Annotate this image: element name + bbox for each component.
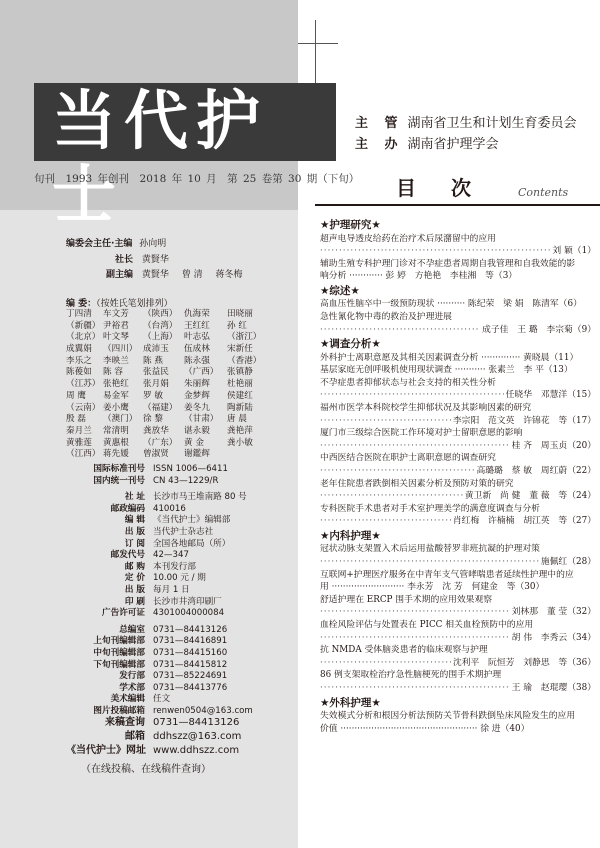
info-value: renwen0504@163.com	[153, 705, 253, 716]
toc-article-authors: 刘林那 董 莹（32）	[511, 607, 596, 618]
info-row	[66, 648, 296, 660]
board-member-name: 伍成林	[184, 344, 210, 355]
toc-article-title[interactable]: 价值 ················································· 徐 进（40）	[320, 723, 530, 734]
board-member-name: 朱丽辉	[184, 379, 210, 390]
board-member-name: 孙 红	[227, 320, 247, 331]
info-value: 0731—84413126	[153, 624, 228, 635]
info-label: 广告许可证	[102, 608, 145, 619]
contact-info	[66, 716, 296, 758]
board-member-name: 金梦辉	[184, 390, 210, 401]
toc-section-heading[interactable]: ★外科护理★	[320, 696, 381, 709]
registration-mark-horizontal	[298, 43, 338, 44]
dot-leader	[320, 324, 480, 337]
board-member-name: 龚小敏	[227, 437, 253, 448]
info-value: 全国各地邮局（所）	[153, 538, 231, 549]
board-member-name: 宋新任	[227, 344, 253, 355]
toc-article-authors: 黄卫新 尚 健 董 薇 等（24）	[464, 491, 596, 502]
board-member-name: 尹裕君	[103, 320, 129, 331]
board-member-name: 周 鹰	[66, 390, 86, 401]
info-value: 4301004000084	[153, 608, 225, 619]
toc-article-byline	[320, 556, 596, 569]
toc-article-title[interactable]: 舒适护理在 ERCP 围手术期的应用效果观察	[320, 594, 493, 605]
dot-leader	[320, 389, 504, 402]
toc-article-title[interactable]: 互联网+护理医疗服务在中青年支气管哮喘患者延续性护理中的应	[320, 569, 574, 580]
dot-leader	[320, 657, 451, 670]
issue-info: 旬刊 1993 年创刊 2018 年 10 月 第 25 卷第 30 期（下旬）	[34, 173, 360, 185]
board-member-name: 李映兰	[103, 355, 129, 366]
toc-article-authors: 桂 齐 周玉贞（20）	[511, 440, 596, 451]
board-member-name: （浙江）	[227, 332, 262, 343]
toc-article-title[interactable]: 厦门市三级综合医院工作环境对护士留职意愿的影响	[320, 428, 523, 439]
toc-article-authors: 任晓华 邓慧洋（15）	[505, 390, 596, 401]
toc-article-title[interactable]: 专科医院手术患者对手术室护理美学的满意度调查与分析	[320, 503, 540, 514]
info-label: 国际标准刊号	[93, 464, 145, 474]
contact-label: 来稿查询	[105, 717, 145, 728]
board-member-name: 常清明	[103, 425, 129, 436]
deputy-editor-name: 蒋冬梅	[215, 270, 243, 280]
contact-value: 0731—84413126	[153, 717, 240, 728]
toc-article-authors: 成子佳 王 璐 李宗菊（9）	[482, 324, 596, 335]
info-value: 0731—84416891	[153, 636, 228, 647]
info-label: 发行部	[119, 671, 145, 682]
board-member-name: 陶新陆	[227, 402, 253, 413]
info-label: 出 版	[124, 584, 145, 595]
toc-article-title[interactable]: 抗 NMDA 受体脑炎患者的临床观察与护理	[320, 645, 488, 656]
board-member-name: 龚放华	[143, 425, 169, 436]
info-row	[66, 464, 296, 476]
board-member-name: （福建）	[143, 402, 178, 413]
dot-leader	[320, 415, 451, 428]
info-value: 0731—84413776	[153, 682, 228, 693]
dot-leader	[320, 440, 510, 453]
info-label: 图片投稿邮箱	[93, 705, 145, 716]
toc-article-title[interactable]: 血栓风险评估与处置表在 PICC 相关血栓预防中的应用	[320, 620, 534, 631]
board-member-name: （台湾）	[143, 320, 178, 331]
board-member-name: 殷 磊	[66, 414, 86, 425]
info-label: 出 版	[124, 526, 145, 537]
board-member-name: （广西）	[184, 367, 219, 378]
board-member-name: （广东）	[143, 437, 178, 448]
toc-article-byline	[320, 515, 596, 528]
board-member-name: 杜艳丽	[227, 379, 253, 390]
toc-article-title[interactable]: 高血压性脑卒中一级预防现状 ·········· 陈纪荣 梁 娟 陈清军（6）	[320, 299, 582, 310]
chief-editor-row	[66, 236, 166, 249]
board-member-name: 李乐之	[66, 355, 92, 366]
board-member-name: 唐 晨	[227, 414, 247, 425]
toc-article-authors: 沈利平 阮恒芳 刘静思 等（36）	[452, 657, 596, 668]
deputy-editor-label: 副主编	[106, 270, 134, 280]
board-member-name: （上海）	[143, 332, 178, 343]
board-member-name: 易金军	[103, 390, 129, 401]
toc-article-byline	[320, 415, 596, 428]
journal-title: 当代护士	[52, 85, 268, 233]
info-value: 0731—85224691	[153, 671, 228, 682]
info-row	[66, 660, 296, 672]
info-label: 定 价	[124, 573, 145, 584]
deputy-editor-name: 黄賢华	[141, 270, 169, 280]
board-member-name: 徐 黎	[143, 414, 163, 425]
dot-leader	[320, 515, 451, 528]
board-member-name: 仇海荣	[184, 309, 210, 319]
board-member-name: 谢鑑辉	[184, 449, 210, 460]
board-member-name: （云南）	[66, 402, 101, 413]
toc-top-rule	[315, 204, 600, 206]
toc-article-title[interactable]: 用 ·························· 李永芳 沈 芳 何建金 等（30）	[320, 582, 545, 593]
contact-note: （在线投稿、在线稿件查询）	[81, 764, 211, 775]
board-member-name: 谌永毅	[184, 425, 210, 436]
info-row	[66, 550, 296, 562]
info-value: 长沙市井湾印刷厂	[153, 596, 222, 607]
chief-editor-name: 孙向明	[139, 239, 167, 249]
dot-leader	[320, 682, 510, 695]
table-of-contents	[320, 217, 596, 735]
toc-article-authors: 李宗阳 范文英 许锦花 等（17）	[452, 415, 596, 426]
board-member-name: 陈 燕	[143, 355, 163, 366]
toc-heading: 目 次	[396, 176, 485, 200]
info-value: 0731—84415812	[153, 659, 228, 670]
board-member-name: （江苏）	[66, 379, 101, 390]
info-row	[66, 597, 296, 609]
info-row	[66, 573, 296, 585]
toc-article-title[interactable]: 超声电导透皮给药在治疗术后尿潴留中的应用	[320, 233, 496, 244]
info-value: 《当代护士》编辑部	[153, 515, 231, 526]
board-member-name: 罗 敏	[143, 390, 163, 401]
board-member-name: 陈 容	[103, 367, 123, 378]
board-member-name: 叶文琴	[103, 332, 129, 343]
toc-article-authors: 施佩红（28）	[540, 557, 596, 568]
toc-article-byline	[320, 490, 596, 503]
dot-leader	[320, 606, 510, 619]
board-member-name: 姜冬九	[184, 402, 210, 413]
info-label: 国内统一刊号	[93, 475, 145, 486]
info-value: ISSN 1006—6411	[153, 464, 228, 474]
toc-article-byline	[320, 324, 596, 337]
info-row	[66, 539, 296, 551]
info-label: 中旬刊编辑部	[93, 647, 145, 658]
editors-label: 编 委：	[66, 299, 97, 309]
board-member-name: （四川）	[103, 344, 138, 355]
toc-article-byline	[320, 465, 596, 478]
toc-article-title[interactable]: 急性氰化物中毒的救治及护理进展	[320, 311, 452, 322]
toc-article-title[interactable]: 86 例支架取栓治疗急性脑梗死的围手术期护理	[320, 670, 502, 681]
deputy-editor-name: 曾 清	[181, 270, 203, 280]
sponsor-value: 湖南省卫生和计划生育委员会	[407, 116, 577, 131]
info-row	[66, 671, 296, 683]
sponsor-supervisor	[355, 112, 577, 131]
board-member-name: 成沛玉	[143, 344, 169, 355]
toc-article-authors: 胡 伟 李秀云（34）	[511, 632, 596, 643]
toc-article-title[interactable]: 基层家庭无创呼吸机使用现状调查 ··········· 张素兰 李 平（13）	[320, 365, 573, 376]
info-value: 每月 1 日	[153, 584, 190, 595]
chief-editor-label: 编委会主任·主编	[66, 239, 133, 249]
contact-row	[66, 730, 296, 744]
info-row	[66, 625, 296, 637]
sponsor-organizer	[355, 133, 499, 152]
dot-leader	[320, 556, 539, 569]
toc-article-byline	[320, 389, 596, 402]
board-member-name: （北京）	[66, 332, 101, 343]
info-value: 本刊发行部	[153, 561, 196, 572]
info-value: 410016	[153, 503, 186, 514]
info-row	[66, 608, 296, 620]
board-member-name: 陈葰如	[66, 367, 92, 378]
info-row	[66, 492, 296, 504]
toc-article-title[interactable]: 辅助生殖专科护理门诊对不孕症患者周期自我管理和自我效能的影	[320, 258, 576, 269]
toc-section-heading[interactable]: ★综述★	[320, 284, 360, 297]
info-row	[66, 636, 296, 648]
board-member-name: （澳门）	[103, 414, 138, 425]
board-member-name: 张艳红	[103, 379, 129, 390]
info-row	[66, 504, 296, 516]
board-member-name: 田晓丽	[227, 309, 253, 319]
info-row	[66, 683, 296, 695]
info-label: 上旬刊编辑部	[93, 636, 145, 647]
toc-article-title[interactable]: 冠状动脉支架置入术后运用盐酸替罗非班抗凝的护理对策	[320, 544, 540, 555]
info-label: 邮发代号	[110, 550, 145, 561]
info-label: 美术编辑	[110, 694, 145, 705]
board-member-name: 蒋先媛	[103, 449, 129, 460]
info-value: CN 43—1229/R	[153, 475, 219, 486]
info-row	[66, 585, 296, 597]
contact-row	[66, 716, 296, 730]
info-row	[66, 562, 296, 574]
contact-label: 《当代护士》网址	[66, 745, 146, 756]
board-member-name: 曾淑贤	[143, 449, 169, 460]
info-value: 10.00 元 / 期	[153, 573, 206, 584]
info-label: 学术部	[119, 682, 145, 693]
toc-article-authors: 王 瑜 赵琨璎（38）	[511, 683, 596, 693]
board-member-name: 王红红	[184, 320, 210, 331]
sponsor-key: 主 管	[355, 116, 404, 131]
board-member-name: 黄雅莲	[66, 437, 92, 448]
dot-leader	[320, 245, 550, 258]
dot-leader	[320, 632, 510, 645]
board-member-name: 姜小鹰	[103, 402, 129, 413]
board-member-name: （新疆）	[66, 320, 101, 331]
toc-article-byline	[320, 440, 596, 453]
info-label: 社 址	[124, 492, 145, 503]
toc-article-authors: 高璐璐 蔡 敏 周红蔚（22）	[476, 466, 596, 476]
board-member-name: 龚艳萍	[227, 425, 253, 436]
toc-article-byline	[320, 245, 596, 258]
info-row	[66, 694, 296, 706]
board-member-name: 黄惠根	[103, 437, 129, 448]
info-label: 邮政编码	[110, 503, 145, 514]
president-row	[115, 252, 169, 265]
board-member-name: （香港）	[227, 355, 262, 366]
board-member-name: 成翼娟	[66, 344, 92, 355]
info-value: 42—347	[153, 550, 189, 561]
info-value: 长沙市马王堆南路 80 号	[153, 492, 247, 503]
info-label: 邮 购	[124, 561, 145, 572]
info-value: 当代护士杂志社	[153, 526, 214, 537]
toc-heading-en: Contents	[518, 186, 569, 199]
dot-leader	[320, 465, 474, 478]
board-member-name	[227, 449, 267, 459]
editorial-board-names	[66, 309, 267, 459]
info-label: 订 阅	[124, 538, 145, 549]
info-label: 总编室	[119, 624, 145, 635]
contact-row	[66, 744, 296, 758]
info-value: 任文	[153, 694, 171, 705]
board-member-name: 黄 金	[184, 437, 204, 448]
board-member-name: 张镇静	[227, 367, 253, 378]
info-row	[66, 515, 296, 527]
info-row	[66, 527, 296, 539]
info-label: 印 刷	[124, 596, 145, 607]
deputy-editor-row	[106, 267, 243, 280]
toc-article-byline	[320, 632, 596, 645]
toc-article-authors: 肖红梅 许楠楠 胡江英 等（27）	[452, 516, 596, 527]
board-member-name: 丁四清	[66, 309, 92, 319]
editors-heading	[66, 296, 173, 309]
toc-article-byline	[320, 606, 596, 619]
info-label: 编 辑	[124, 515, 145, 526]
dot-leader	[320, 490, 463, 503]
info-value: 0731—84415160	[153, 647, 228, 658]
president-name: 黄賢华	[141, 255, 169, 265]
toc-section-heading[interactable]: ★调查分析★	[320, 338, 381, 351]
sponsor-value: 湖南省护理学会	[407, 137, 499, 152]
toc-article-title[interactable]: 不孕症患者抑郁状态与社会支持的相关性分析	[320, 377, 496, 388]
board-member-name: （陕西）	[143, 309, 178, 319]
board-member-name: 秦月兰	[66, 425, 92, 436]
toc-article-byline	[320, 682, 596, 695]
info-row	[66, 476, 296, 488]
toc-section-heading[interactable]: ★内科护理★	[320, 529, 381, 542]
toc-article-title[interactable]: 失效模式分析和根因分析法预防关节骨科跌倒坠床风险发生的应用	[320, 711, 576, 722]
contact-value: ddhszz@163.com	[153, 731, 242, 742]
board-member-name: 车文芳	[103, 309, 129, 319]
board-member-name: 张益民	[143, 367, 169, 378]
toc-article-byline	[320, 657, 596, 670]
contact-value: www.ddhszz.com	[153, 745, 240, 756]
president-label: 社长	[115, 255, 134, 265]
board-member-name: 叶志弘	[184, 332, 210, 343]
toc-article-title[interactable]: 响分析 ············ 彭 婷 方艳艳 李桂湘 等（3）	[320, 271, 518, 282]
board-member-name: （江西）	[66, 449, 101, 460]
toc-article-title[interactable]: 老年住院患者跌倒相关因素分析及预防对策的研究	[320, 478, 514, 489]
sponsor-key: 主 办	[355, 137, 404, 152]
toc-article-title[interactable]: 中西医结合医院在职护士离职意愿的调查研究	[320, 453, 496, 464]
publication-info	[66, 464, 296, 717]
toc-article-title[interactable]: 福州市医学本科院校学生抑郁状况及其影响因素的研究	[320, 403, 532, 414]
toc-section-heading[interactable]: ★护理研究★	[320, 219, 381, 231]
contact-label: 邮箱	[125, 731, 145, 742]
board-member-name: 侯建红	[227, 390, 253, 401]
board-member-name: （甘肃）	[184, 414, 219, 425]
toc-article-title[interactable]: 外科护士离职意愿及其相关因素调查分析 ·············· 黄晓晨（11）	[320, 352, 579, 363]
toc-article-authors: 刘 颖（1）	[552, 246, 596, 257]
editors-note: （按姓氏笔划排列）	[96, 299, 173, 309]
board-member-name: 陈永强	[184, 355, 210, 366]
board-member-name: 张月娟	[143, 379, 169, 390]
info-label: 下旬刊编辑部	[93, 659, 145, 670]
